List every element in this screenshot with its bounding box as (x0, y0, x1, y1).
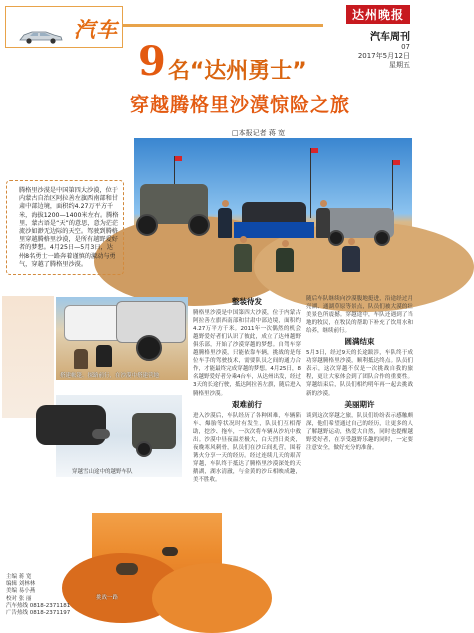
section-banner (5, 6, 123, 48)
team-member (234, 244, 252, 272)
credit-line: 汽车热线 0818-2371181 (6, 602, 71, 609)
jeep-vehicle (116, 563, 138, 575)
orange-dunes-photo[interactable] (92, 513, 222, 603)
team-banner (234, 222, 314, 238)
headline-subtitle: 穿越腾格里沙漠惊险之旅 (130, 94, 351, 116)
masthead-info (324, 4, 410, 70)
issue-weekday: 星期五 (389, 61, 410, 69)
sand-dune (152, 563, 272, 633)
team-member (316, 208, 330, 238)
wheel-icon (188, 214, 210, 236)
section-heading: 美丽期许 (344, 399, 375, 409)
vehicle-rescue-photo[interactable] (56, 297, 188, 380)
article-paragraph: 进入沙漠后，车队经历了各种困难，车辆陷车、爆胎等状况时有发生，队员们互相帮助，挖沙、拖车，一次次将车辆从沙坑中救出。沙漠中昼夜温差极大，白天烈日炎炎，夜晚寒风刺骨，队员们在沙丘间扎营，围着篝火分享一天的经历。经过连续几天的艰苦穿越，车队终于抵达了腾格里沙漠深处的天鹅湖，湖水清澈，与金黄的沙丘相映成趣，美不胜收。 (193, 412, 301, 483)
snow-road-photo[interactable] (56, 395, 182, 477)
masthead-divider (123, 24, 323, 27)
person-head (240, 236, 247, 243)
credit-line: 广告热线 0818-2371197 (6, 610, 71, 617)
car-icon (18, 29, 64, 44)
byline: □本报记者 蒋 宽 (232, 129, 286, 137)
article-paragraph: 5月3日，经过9天的长途跋涉，车队终于成功穿越腾格里沙漠，顺利抵达终点。队员们表示，这次穿越不仅是一次挑战自我的旅程，更让大家体会到了团队合作的重要性。穿越结束后，队员们相约明年再一起去挑战新的沙漠。 (306, 350, 413, 397)
issue-date: 2017年5月12日 (357, 52, 410, 60)
intro-box (6, 180, 124, 275)
wheel-icon (136, 335, 162, 361)
rock-outcrop (36, 405, 106, 445)
page-number: 07 (401, 43, 410, 51)
headline-number: 9 (138, 38, 166, 85)
credits (6, 574, 86, 617)
team-member (342, 246, 360, 272)
wheel-icon (136, 441, 152, 457)
jeep-vehicle (162, 547, 178, 556)
wheel-icon (374, 230, 390, 246)
article-paragraph: 腾格里沙漠是中国第四大沙漠，位于内蒙古阿拉善左旗西南部和甘肃中部边境，面积约4.27万平方千米。2011年一次偶然的机会越野爱好者们认识了彼此，成立了达州越野俱乐部，开始了沙漠穿越的梦想。自驾车穿越腾格里沙漠，只能依靠车辆，挑战的是每位车手的驾驶技术，需要队员之间的通力合作，才能最终完成穿越的梦想。4月25日，8名越野爱好者分乘4台车，从达州出发，经过3天的长途行驶，抵达阿拉善左旗，随后进入腾格里沙漠。 (193, 310, 302, 397)
credit-line: 编辑 刘林林 (6, 581, 36, 588)
team-member (276, 248, 294, 272)
team-member (96, 345, 112, 367)
photo-caption: 挑战一路 (96, 595, 119, 601)
newspaper-logo[interactable]: 达州晚报 (346, 5, 410, 24)
intro-text: 腾格里沙漠是中国第四大沙漠，位于内蒙古自治区阿拉善左旗西南部和甘肃中部边境，面积约4.27万平方千米，海拔1200—1400米左右。腾格里，蒙古语是“天”的意思，意为茫茫流沙如渺无边际的天空。驾驶到腾格里穿越腾格里沙漠，是所有越野爱好者的梦想。4月25日—5月3日，达州8名勇士一路奔着谨慎的激动与勇气，穿越了腾格里沙漠。 (19, 187, 119, 268)
photo-caption: 穿越雪山途中的越野车队 (72, 469, 133, 475)
wheel-icon (328, 230, 344, 246)
headline-title: 名“达州勇士” (167, 59, 307, 84)
white-suv (64, 305, 124, 341)
article-paragraph: 谈到这次穿越之旅，队员们纷纷表示感触颇深，他们希望通过自己的经历，让更多的人了解越野运动，热爱大自然，同时也提醒越野爱好者，在享受越野乐趣的同时，一定要注意安全，做好充分的准备。 (306, 412, 413, 451)
flag-icon (393, 160, 400, 165)
person-head (348, 238, 355, 245)
distant-vehicle (92, 429, 110, 439)
credit-line: 校对 张 丽 (6, 595, 32, 602)
section-name: 汽车周刊 (370, 32, 410, 43)
flag-icon (311, 148, 318, 153)
section-heading: 圆满结束 (344, 337, 375, 347)
desert-group-photo[interactable] (134, 138, 412, 283)
person-head (320, 200, 327, 207)
credit-line: 美编 易小燕 (6, 588, 36, 595)
section-title: 汽车 (74, 17, 118, 42)
photo-caption: 搭建帐篷、探路前行，在沙漠中搭建营地 (60, 373, 160, 379)
credit-line: 主编 蒋 宽 (6, 574, 32, 580)
person-head (282, 240, 289, 247)
wheel-icon (136, 214, 158, 236)
article-column-right (306, 295, 413, 452)
headline (138, 38, 307, 85)
section-heading: 艰难前行 (232, 399, 262, 409)
flag-pole (310, 148, 311, 218)
side-photo (2, 296, 54, 418)
article-column-middle (193, 295, 301, 484)
section-heading: 整装待发 (232, 297, 262, 306)
person-head (222, 200, 229, 207)
team-member (74, 349, 88, 369)
team-member (218, 208, 232, 238)
article-paragraph: 随后车队继续向沙漠腹地挺进，沿途经过月亮湖、通湖草原等景点，队员们被大漠的壮美景色所震撼。穿越途中，车队还遇到了当地的牧民，在牧民的帮助下补充了饮用水和给养，继续前行。 (306, 296, 413, 335)
flag-icon (175, 156, 182, 161)
